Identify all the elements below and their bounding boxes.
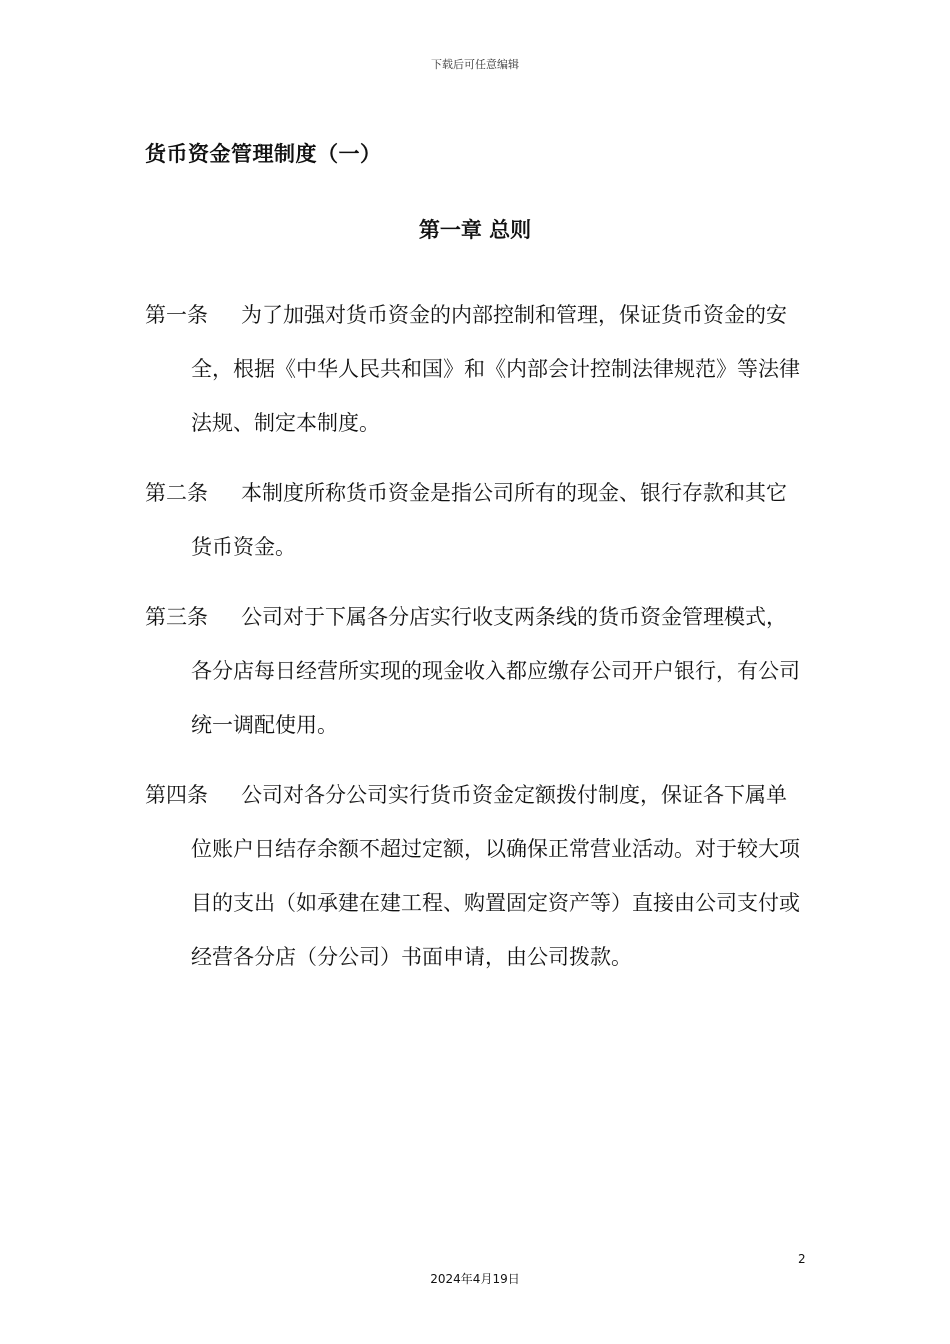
article-text: 公司对于下属各分店实行收支两条线的货币资金管理模式，各分店每日经营所实现的现金收入都应缴存公司开户银行，有公司统一调配使用。 (191, 605, 800, 737)
page-header: 下载后可任意编辑 (431, 58, 519, 71)
article-number: 第一条 (145, 303, 208, 327)
document-title: 货币资金管理制度（一） (145, 142, 382, 166)
article-3 (145, 590, 805, 752)
article-text: 公司对各分公司实行货币资金定额拨付制度，保证各下属单位账户日结存余额不超过定额，以确保正常营业活动。对于较大项目的支出（如承建在建工程、购置固定资产等）直接由公司支付或经营各分店（分公司）书面申请，由公司拨款。 (191, 783, 800, 969)
article-number: 第三条 (145, 605, 208, 629)
article-number: 第二条 (145, 481, 208, 505)
article-text: 本制度所称货币资金是指公司所有的现金、银行存款和其它货币资金。 (191, 481, 787, 559)
article-text: 为了加强对货币资金的内部控制和管理，保证货币资金的安全，根据《中华人民共和国》和《内部会计控制法律规范》等法律法规、制定本制度。 (191, 303, 800, 435)
article-1 (145, 288, 805, 450)
chapter-heading-text: 第一章 总则 (418, 218, 532, 242)
page-number: 2 (798, 1252, 806, 1266)
article-number: 第四条 (145, 783, 208, 807)
article-4 (145, 768, 805, 984)
article-2 (145, 466, 805, 574)
articles-list (145, 288, 805, 1000)
chapter-heading (0, 214, 950, 244)
footer-date: 2024年4月19日 (430, 1272, 520, 1286)
